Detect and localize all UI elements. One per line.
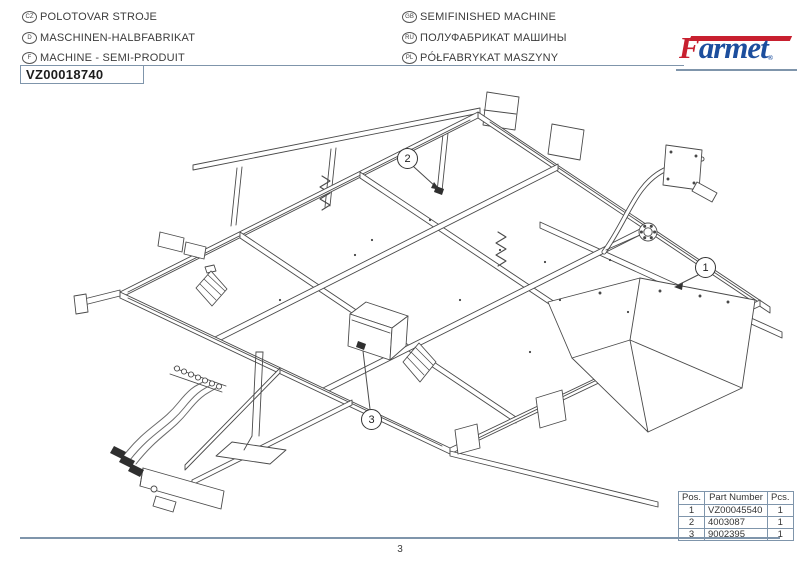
logo-rest-text: armet — [698, 30, 768, 65]
language-code-badge: PL — [402, 52, 417, 64]
language-labels-right — [402, 10, 567, 72]
cell-part-number: 4003087 — [705, 517, 768, 529]
column-header-pos: Pos. — [679, 492, 705, 505]
language-label-de — [22, 31, 195, 45]
callout-1 — [695, 257, 716, 278]
logo-text — [679, 30, 773, 66]
language-label-text: MASCHINEN-HALBFABRIKAT — [40, 31, 196, 44]
cell-pcs: 1 — [768, 529, 793, 541]
language-label-ru — [402, 31, 567, 45]
language-code-badge: D — [22, 32, 37, 44]
callout-label: 3 — [368, 413, 375, 426]
parts-table-header — [679, 492, 794, 505]
cell-part-number: 9002395 — [705, 529, 768, 541]
cell-pos: 2 — [679, 517, 705, 529]
page-number: 3 — [397, 544, 403, 555]
callout-label: 2 — [404, 152, 411, 165]
callout-label: 1 — [702, 261, 709, 274]
table-row — [679, 505, 794, 517]
drawing-number-box — [20, 65, 144, 84]
rear-panel — [548, 278, 755, 432]
language-code-badge: F — [22, 52, 37, 64]
language-label-text: MACHINE - SEMI-PRODUIT — [40, 52, 185, 64]
language-label-text: ПОЛУФАБРИКАТ МАШИНЫ — [420, 31, 567, 44]
cell-pcs: 1 — [768, 505, 793, 517]
cell-pos: 3 — [679, 529, 705, 541]
column-header-part-number: Part Number — [705, 492, 768, 505]
drawbar-assembly — [110, 352, 352, 512]
callout-3 — [361, 409, 382, 430]
language-label-gb — [402, 10, 567, 24]
footer-divider — [20, 537, 780, 539]
table-row — [679, 517, 794, 529]
cell-pcs: 1 — [768, 517, 793, 529]
language-label-text: SEMIFINISHED MACHINE — [420, 11, 557, 23]
drawing-number: VZ00018740 — [26, 67, 104, 82]
parts-table — [678, 491, 794, 541]
callout-2 — [397, 148, 418, 169]
language-code-badge: RU — [402, 32, 417, 44]
registered-trademark: ® — [767, 54, 773, 62]
language-code-badge: GB — [402, 11, 417, 23]
logo-letter-f: F — [679, 30, 699, 65]
center-bracket-box — [348, 302, 408, 360]
cell-part-number: VZ00045540 — [705, 505, 768, 517]
language-label-fr — [22, 51, 195, 65]
language-label-cz — [22, 10, 195, 24]
cell-pos: 1 — [679, 505, 705, 517]
language-label-text: POLOTOVAR STROJE — [40, 11, 158, 23]
language-label-pl — [402, 51, 567, 65]
language-code-badge: CZ — [22, 11, 37, 23]
language-labels-left — [22, 10, 195, 72]
language-label-text: PÓŁFABRYKAT MASZYNY — [420, 52, 559, 64]
column-header-pcs: Pcs. — [768, 492, 793, 505]
farmet-logo — [676, 32, 797, 71]
